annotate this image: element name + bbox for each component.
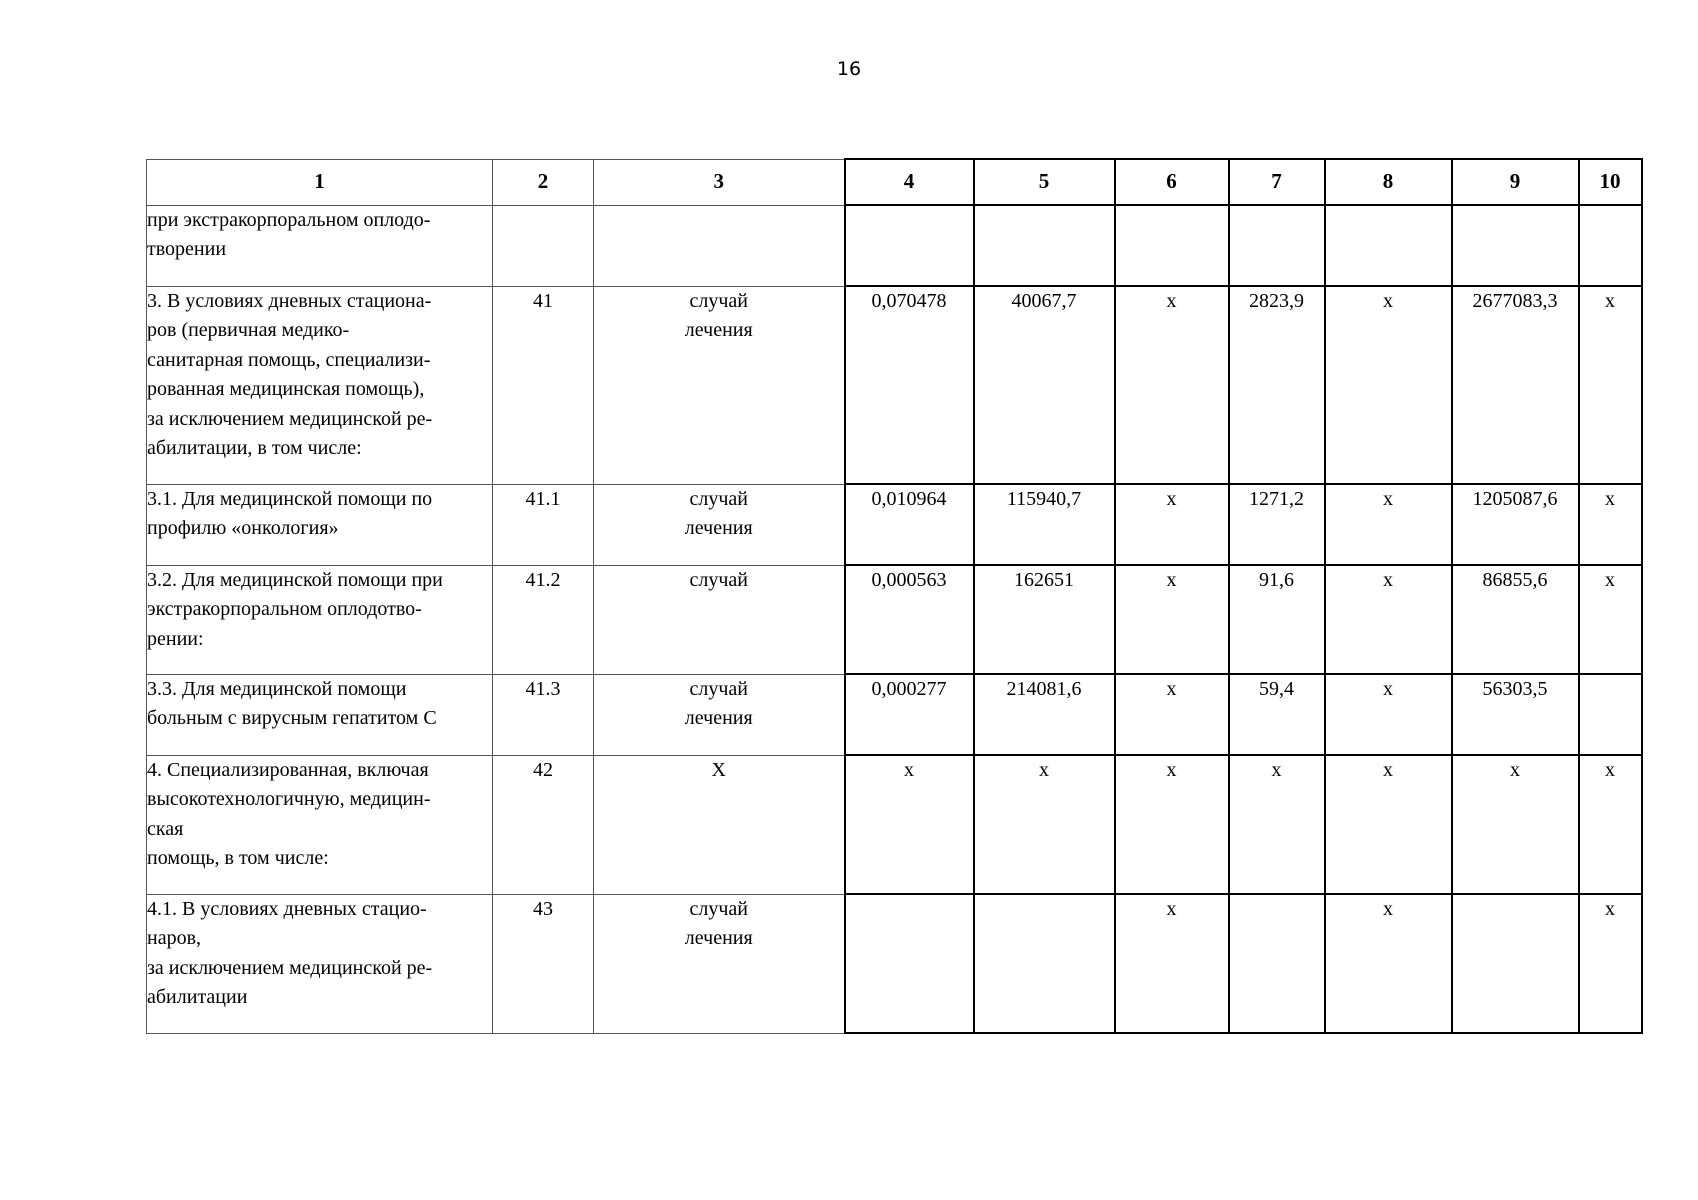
description-line: 4.1. В условиях дневных стацио- [147, 897, 427, 920]
cell-col-7: 2823,9 [1229, 286, 1325, 484]
row-description [147, 565, 493, 674]
row-code [493, 205, 594, 286]
col-header-2: 2 [493, 159, 594, 205]
cell-col-10: х [1579, 894, 1642, 1033]
unit-line: лечения [684, 927, 753, 949]
col-header-4: 4 [845, 159, 974, 205]
cell-col-9: 1205087,6 [1452, 484, 1579, 565]
row-unit [594, 894, 845, 1033]
unit-line: лечения [684, 319, 753, 341]
cell-col-10: х [1579, 484, 1642, 565]
row-code: 41.1 [493, 484, 594, 565]
cell-col-4: 0,070478 [845, 286, 974, 484]
cell-col-4: 0,000563 [845, 565, 974, 674]
cell-col-6: х [1115, 484, 1229, 565]
col-header-8: 8 [1325, 159, 1452, 205]
col-header-6: 6 [1115, 159, 1229, 205]
cell-col-7: 1271,2 [1229, 484, 1325, 565]
cell-col-6: х [1115, 565, 1229, 674]
unit-line: случай [689, 289, 748, 312]
description-line: 3.3. Для медицинской помощи [147, 677, 407, 700]
row-description [147, 286, 493, 484]
cell-col-8: х [1325, 674, 1452, 755]
row-description [147, 674, 493, 755]
description-line: высокотехнологичную, медицин- [147, 788, 431, 810]
row-unit [594, 484, 845, 565]
cell-col-10 [1579, 205, 1642, 286]
table-row [147, 565, 1642, 674]
description-line: абилитации [147, 986, 248, 1008]
col-header-1: 1 [147, 159, 493, 205]
col-header-10: 10 [1579, 159, 1642, 205]
cell-col-7: 59,4 [1229, 674, 1325, 755]
unit-line: случай [689, 677, 748, 700]
description-line: 3. В условиях дневных стациона- [147, 289, 432, 312]
unit-line: лечения [684, 517, 753, 539]
cell-col-7: 91,6 [1229, 565, 1325, 674]
cell-col-6 [1115, 205, 1229, 286]
cell-col-10 [1579, 674, 1642, 755]
row-description [147, 894, 493, 1033]
page-number: 16 [836, 58, 862, 80]
cell-col-8: х [1325, 286, 1452, 484]
cell-col-5: 40067,7 [974, 286, 1115, 484]
row-description [147, 484, 493, 565]
cell-col-4 [845, 205, 974, 286]
cell-col-7 [1229, 205, 1325, 286]
col-header-7: 7 [1229, 159, 1325, 205]
cell-col-9: 2677083,3 [1452, 286, 1579, 484]
unit-line: случай [689, 897, 748, 920]
description-line: при экстракорпоральном оплодо- [147, 208, 431, 231]
cell-col-8: х [1325, 565, 1452, 674]
description-line: ская [147, 817, 184, 840]
cell-col-9 [1452, 205, 1579, 286]
unit-line: лечения [684, 707, 753, 729]
header-row [147, 159, 1642, 205]
row-unit [594, 674, 845, 755]
cell-col-4: 0,000277 [845, 674, 974, 755]
cell-col-10: х [1579, 286, 1642, 484]
cell-col-5: 115940,7 [974, 484, 1115, 565]
row-code: 41.2 [493, 565, 594, 674]
description-line: 4. Специализированная, включая [147, 758, 429, 781]
description-line: помощь, в том числе: [147, 847, 329, 869]
description-line: санитарная помощь, специализи- [147, 348, 431, 371]
row-unit [594, 205, 845, 286]
description-line: экстракорпоральном оплодотво- [147, 598, 422, 620]
row-code: 41.3 [493, 674, 594, 755]
description-line: творении [147, 238, 227, 260]
cell-col-4: 0,010964 [845, 484, 974, 565]
cell-col-9: 86855,6 [1452, 565, 1579, 674]
row-description [147, 205, 493, 286]
row-code: 41 [493, 286, 594, 484]
cell-col-6: х [1115, 894, 1229, 1033]
row-unit [594, 286, 845, 484]
row-unit [594, 565, 845, 674]
cell-col-4: х [845, 755, 974, 894]
cell-col-9: х [1452, 755, 1579, 894]
description-line: профилю «онкология» [147, 517, 339, 539]
cell-col-9 [1452, 894, 1579, 1033]
row-description [147, 755, 493, 894]
col-header-9: 9 [1452, 159, 1579, 205]
cell-col-5 [974, 894, 1115, 1033]
cell-col-6: х [1115, 755, 1229, 894]
description-line: рованная медицинская помощь), [147, 378, 425, 400]
col-header-5: 5 [974, 159, 1115, 205]
description-line: 3.2. Для медицинской помощи при [147, 568, 443, 591]
cell-col-5: 162651 [974, 565, 1115, 674]
data-table [146, 158, 1643, 1034]
cell-col-7 [1229, 894, 1325, 1033]
unit-line: случай [689, 487, 748, 510]
table-row [147, 755, 1642, 894]
cell-col-4 [845, 894, 974, 1033]
cell-col-7: х [1229, 755, 1325, 894]
description-line: ров (первичная медико- [147, 319, 350, 341]
description-line: за исключением медицинской ре- [147, 407, 433, 430]
description-line: 3.1. Для медицинской помощи по [147, 487, 433, 510]
col-header-3: 3 [594, 159, 845, 205]
cell-col-8 [1325, 205, 1452, 286]
cell-col-5 [974, 205, 1115, 286]
cell-col-8: х [1325, 484, 1452, 565]
description-line: за исключением медицинской ре- [147, 956, 433, 979]
table-row [147, 205, 1642, 286]
description-line: больным с вирусным гепатитом С [147, 707, 437, 729]
unit-line: Х [711, 758, 726, 781]
row-unit [594, 755, 845, 894]
description-line: абилитации, в том числе: [147, 437, 362, 459]
cell-col-6: х [1115, 674, 1229, 755]
cell-col-9: 56303,5 [1452, 674, 1579, 755]
cell-col-5: 214081,6 [974, 674, 1115, 755]
description-line: рении: [147, 627, 204, 650]
description-line: наров, [147, 927, 202, 949]
table-row [147, 894, 1642, 1033]
table-row [147, 484, 1642, 565]
cell-col-8: х [1325, 755, 1452, 894]
cell-col-5: х [974, 755, 1115, 894]
table-row [147, 674, 1642, 755]
unit-line: случай [689, 568, 748, 591]
cell-col-8: х [1325, 894, 1452, 1033]
cell-col-10: х [1579, 755, 1642, 894]
cell-col-6: х [1115, 286, 1229, 484]
row-code: 42 [493, 755, 594, 894]
row-code: 43 [493, 894, 594, 1033]
cell-col-10: х [1579, 565, 1642, 674]
table-row [147, 286, 1642, 484]
